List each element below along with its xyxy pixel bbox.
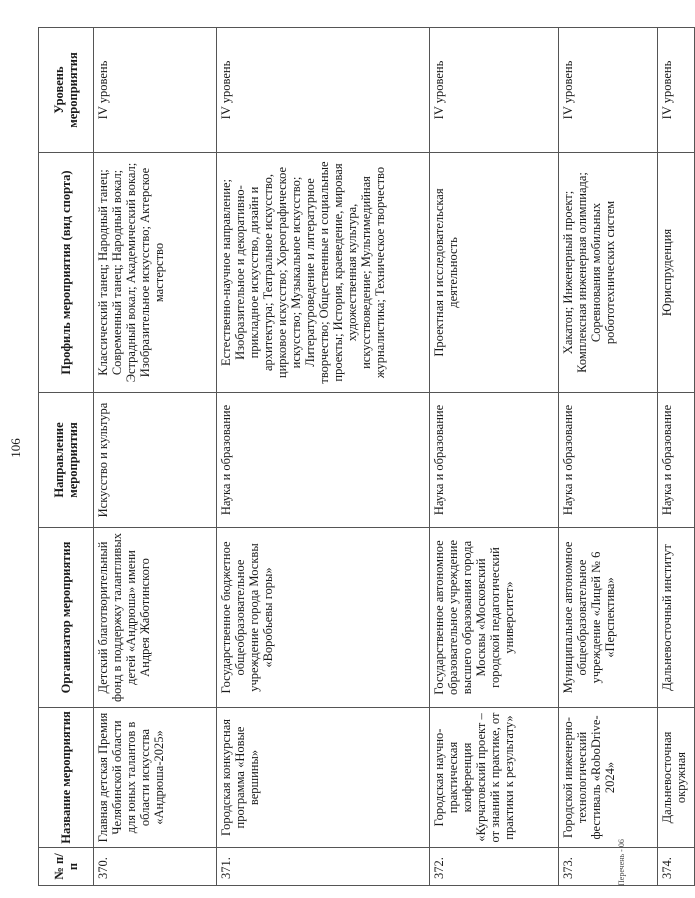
row-num: 374. xyxy=(658,848,695,886)
header-organizer: Организатор мероприятия xyxy=(39,528,94,708)
table-header-row xyxy=(39,28,94,886)
table-row xyxy=(658,28,695,886)
row-num: 371. xyxy=(217,848,430,886)
event-organizer: Дальневосточный институт xyxy=(658,528,695,708)
event-level: IV уровень xyxy=(217,28,430,153)
header-direction: Направление мероприятия xyxy=(39,393,94,528)
event-direction: Наука и образование xyxy=(430,393,559,528)
event-organizer: Государственное бюджетное общеобразовательное учреждение города Москвы «Воробьевы горы» xyxy=(217,528,430,708)
event-name: Дальневосточная окружная xyxy=(658,708,695,848)
event-direction: Наука и образование xyxy=(559,393,658,528)
event-profile: Юриспруденция xyxy=(658,153,695,393)
event-profile: Хакатон; Инженерный проект; Комплексная инженерная олимпиада; Соревнования мобильных робототехнических систем xyxy=(559,153,658,393)
table-row xyxy=(430,28,559,886)
events-table xyxy=(38,27,695,886)
header-level: Уровень мероприятия xyxy=(39,28,94,153)
event-profile: Естественно-научное направление; Изобразительное и декоративно-прикладное искусство, дизайн и архитектура; Театральное искусство, цирковое искусство; Хореографическое искусство; Музыкальное искусство; Литературоведение и литературное творчество; Общественные и социальные проекты; История, краеведение, мировая художественная культура, искусствоведение; Мультимедийная журналистика; Техническое творчество xyxy=(217,153,430,393)
row-num: 373. xyxy=(559,848,658,886)
header-name: Название мероприятия xyxy=(39,708,94,848)
header-profile: Профиль мероприятия (вид спорта) xyxy=(39,153,94,393)
table-row xyxy=(217,28,430,886)
header-num: № п/п xyxy=(39,848,94,886)
event-level: IV уровень xyxy=(94,28,217,153)
event-name: Городская конкурсная программа «Новые вершины» xyxy=(217,708,430,848)
table-row xyxy=(94,28,217,886)
footer-text: Перечень - 06 xyxy=(617,839,626,886)
event-organizer: Муниципальное автономное общеобразовательное учреждение «Лицей № 6 «Перспектива» xyxy=(559,528,658,708)
event-level: IV уровень xyxy=(559,28,658,153)
event-profile: Проектная и исследовательская деятельность xyxy=(430,153,559,393)
event-name: Городской инженерно-технологический фестиваль «RoboDrive-2024» xyxy=(559,708,658,848)
event-direction: Наука и образование xyxy=(217,393,430,528)
event-organizer: Детский благотворительный фонд в поддержку талантливых детей «Андрюша» имени Андрея Жаботинского xyxy=(94,528,217,708)
event-level: IV уровень xyxy=(430,28,559,153)
event-direction: Наука и образование xyxy=(658,393,695,528)
event-direction: Искусство и культура xyxy=(94,393,217,528)
row-num: 372. xyxy=(430,848,559,886)
event-name: Городская научно-практическая конференция «Курчатовский проект – от знаний к практике, от практики к результату» xyxy=(430,708,559,848)
event-profile: Классический танец; Народный танец; Современный танец; Народный вокал; Эстрадный вокал; Академический вокал; Изобразительное искусство; Актерское мастерство xyxy=(94,153,217,393)
event-organizer: Государственное автономное образовательное учреждение высшего образования города Москвы «Московский городской педагогический университет» xyxy=(430,528,559,708)
page-number: 106 xyxy=(8,438,23,458)
event-name: Главная детская Премия Челябинской области для юных талантов в области искусства «Андрюша-2025» xyxy=(94,708,217,848)
row-num: 370. xyxy=(94,848,217,886)
event-level: IV уровень xyxy=(658,28,695,153)
table-row xyxy=(559,28,658,886)
